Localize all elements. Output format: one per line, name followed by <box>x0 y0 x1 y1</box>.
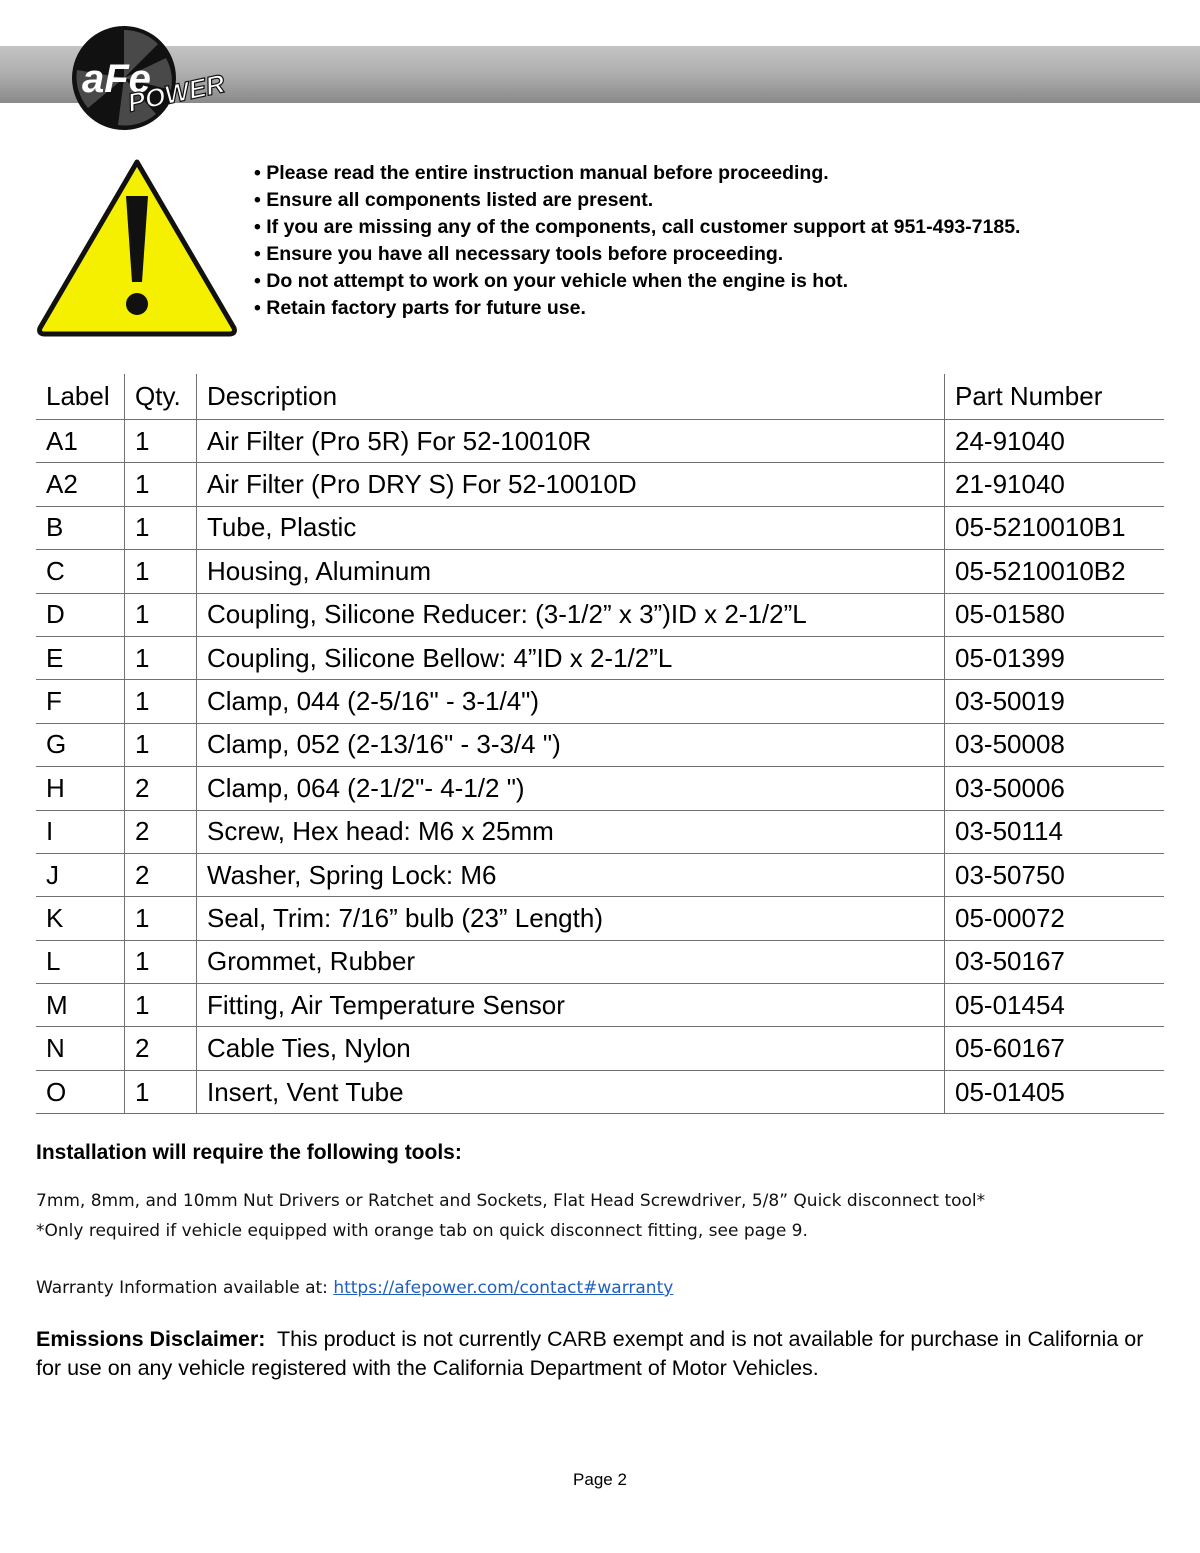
cell-label: O <box>36 1070 125 1113</box>
cell-qty: 2 <box>125 1027 197 1070</box>
logo-subtext: POWER <box>125 68 228 118</box>
cell-description: Clamp, 064 (2-1/2"- 4-1/2 ") <box>197 767 945 810</box>
cell-qty: 1 <box>125 1070 197 1113</box>
cell-part-number: 05-01405 <box>945 1070 1165 1113</box>
emissions-label: Emissions Disclaimer: <box>36 1327 266 1351</box>
tools-note: *Only required if vehicle equipped with orange tab on quick disconnect fitting, see page 9. <box>36 1221 808 1241</box>
cell-label: F <box>36 680 125 723</box>
cell-qty: 1 <box>125 593 197 636</box>
cell-description: Screw, Hex head: M6 x 25mm <box>197 810 945 853</box>
cell-label: N <box>36 1027 125 1070</box>
cell-part-number: 05-01580 <box>945 593 1165 636</box>
cell-description: Washer, Spring Lock: M6 <box>197 853 945 896</box>
cell-part-number: 05-5210010B1 <box>945 506 1165 549</box>
tools-heading: Installation will require the following tools: <box>36 1141 462 1164</box>
cell-description: Tube, Plastic <box>197 506 945 549</box>
cell-label: E <box>36 636 125 679</box>
cell-label: C <box>36 550 125 593</box>
warning-item: • Ensure all components listed are present. <box>254 187 1020 214</box>
tools-text <box>36 1186 985 1246</box>
cell-part-number: 05-00072 <box>945 897 1165 940</box>
cell-part-number: 03-50008 <box>945 723 1165 766</box>
cell-qty: 1 <box>125 463 197 506</box>
cell-part-number: 03-50750 <box>945 853 1165 896</box>
cell-label: J <box>36 853 125 896</box>
afe-power-logo <box>66 20 236 132</box>
cell-qty: 1 <box>125 506 197 549</box>
cell-label: L <box>36 940 125 983</box>
cell-qty: 1 <box>125 940 197 983</box>
emissions-text: This product is not currently CARB exempt and is not available for purchase in California or for use on any vehicle registered with the California Department of Motor Vehicles. <box>36 1327 1144 1380</box>
cell-part-number: 21-91040 <box>945 463 1165 506</box>
cell-label: A1 <box>36 420 125 463</box>
page-number: Page 2 <box>573 1470 627 1489</box>
warning-triangle-icon <box>34 156 240 338</box>
warranty-label: Warranty Information available at: <box>36 1278 334 1298</box>
cell-part-number: 24-91040 <box>945 420 1165 463</box>
table-row <box>36 506 1164 549</box>
table-row <box>36 810 1164 853</box>
cell-label: D <box>36 593 125 636</box>
cell-qty: 2 <box>125 810 197 853</box>
table-row <box>36 853 1164 896</box>
table-row <box>36 897 1164 940</box>
table-row <box>36 593 1164 636</box>
table-row <box>36 940 1164 983</box>
cell-part-number: 03-50006 <box>945 767 1165 810</box>
table-header-row <box>36 374 1164 420</box>
cell-description: Grommet, Rubber <box>197 940 945 983</box>
cell-label: M <box>36 984 125 1027</box>
cell-description: Clamp, 052 (2-13/16" - 3-3/4 ") <box>197 723 945 766</box>
cell-label: B <box>36 506 125 549</box>
header-part-number: Part Number <box>945 374 1165 420</box>
table-row <box>36 1070 1164 1113</box>
cell-description: Seal, Trim: 7/16” bulb (23” Length) <box>197 897 945 940</box>
table-row <box>36 680 1164 723</box>
cell-description: Coupling, Silicone Bellow: 4”ID x 2-1/2”L <box>197 636 945 679</box>
cell-qty: 1 <box>125 897 197 940</box>
warning-item: • If you are missing any of the components, call customer support at 951-493-7185. <box>254 214 1020 241</box>
header-label: Label <box>36 374 125 420</box>
logo-text: aFe <box>82 57 151 101</box>
parts-table <box>36 374 1164 1114</box>
cell-description: Cable Ties, Nylon <box>197 1027 945 1070</box>
cell-part-number: 05-01454 <box>945 984 1165 1027</box>
cell-part-number: 03-50167 <box>945 940 1165 983</box>
cell-label: A2 <box>36 463 125 506</box>
table-row <box>36 767 1164 810</box>
cell-description: Insert, Vent Tube <box>197 1070 945 1113</box>
warranty-info <box>36 1278 673 1298</box>
cell-description: Air Filter (Pro 5R) For 52-10010R <box>197 420 945 463</box>
cell-qty: 1 <box>125 636 197 679</box>
tools-line: 7mm, 8mm, and 10mm Nut Drivers or Ratchet and Sockets, Flat Head Screwdriver, 5/8” Quick disconnect tool* <box>36 1191 986 1211</box>
table-row <box>36 420 1164 463</box>
warning-item: • Retain factory parts for future use. <box>254 295 1020 322</box>
cell-description: Housing, Aluminum <box>197 550 945 593</box>
cell-qty: 2 <box>125 853 197 896</box>
cell-qty: 2 <box>125 767 197 810</box>
cell-part-number: 05-60167 <box>945 1027 1165 1070</box>
cell-description: Clamp, 044 (2-5/16" - 3-1/4") <box>197 680 945 723</box>
cell-part-number: 05-01399 <box>945 636 1165 679</box>
cell-label: K <box>36 897 125 940</box>
cell-part-number: 03-50019 <box>945 680 1165 723</box>
cell-part-number: 03-50114 <box>945 810 1165 853</box>
warning-item: • Do not attempt to work on your vehicle when the engine is hot. <box>254 268 1020 295</box>
cell-description: Coupling, Silicone Reducer: (3-1/2” x 3”)ID x 2-1/2”L <box>197 593 945 636</box>
header-description: Description <box>197 374 945 420</box>
cell-qty: 1 <box>125 420 197 463</box>
cell-description: Fitting, Air Temperature Sensor <box>197 984 945 1027</box>
cell-label: G <box>36 723 125 766</box>
cell-part-number: 05-5210010B2 <box>945 550 1165 593</box>
warning-item: • Ensure you have all necessary tools before proceeding. <box>254 241 1020 268</box>
warranty-link[interactable]: https://afepower.com/contact#warranty <box>333 1278 674 1298</box>
cell-description: Air Filter (Pro DRY S) For 52-10010D <box>197 463 945 506</box>
cell-qty: 1 <box>125 680 197 723</box>
table-row <box>36 636 1164 679</box>
header-qty: Qty. <box>125 374 197 420</box>
parts-table-body <box>36 420 1164 1114</box>
table-row <box>36 984 1164 1027</box>
cell-qty: 1 <box>125 984 197 1027</box>
table-row <box>36 550 1164 593</box>
table-row <box>36 463 1164 506</box>
warning-item: • Please read the entire instruction manual before proceeding. <box>254 160 1020 187</box>
warning-list <box>254 160 1020 322</box>
cell-label: H <box>36 767 125 810</box>
emissions-disclaimer <box>36 1325 1156 1383</box>
table-row <box>36 723 1164 766</box>
cell-qty: 1 <box>125 550 197 593</box>
cell-label: I <box>36 810 125 853</box>
cell-qty: 1 <box>125 723 197 766</box>
table-row <box>36 1027 1164 1070</box>
